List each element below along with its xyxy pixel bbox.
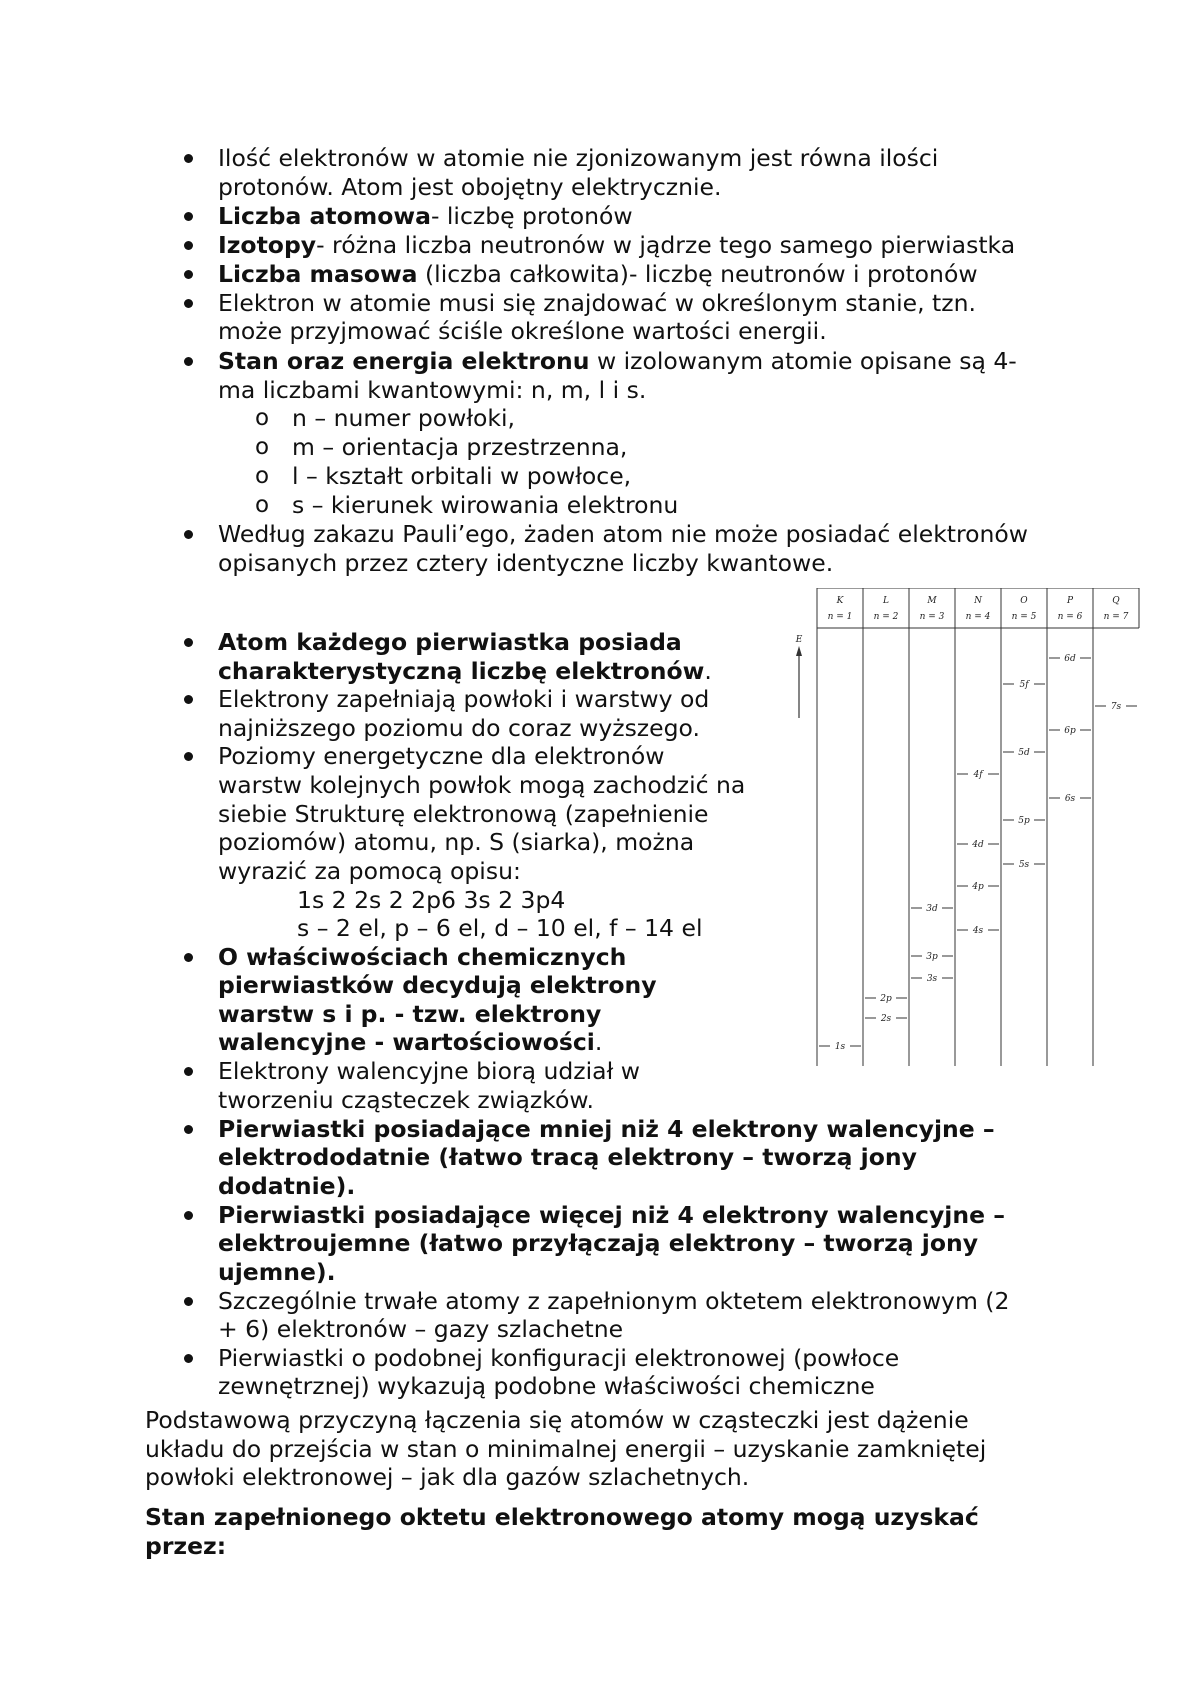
- svg-text:4d: 4d: [972, 840, 984, 850]
- sub-bullet: o: [255, 405, 270, 431]
- energy-level-5s: [1003, 860, 1045, 870]
- bullet: [184, 530, 193, 539]
- bullet: [184, 154, 193, 163]
- list-item-continuation: charakterystyczną liczbę elektronów.: [218, 657, 712, 685]
- svg-text:4s: 4s: [972, 926, 984, 936]
- svg-text:4p: 4p: [972, 882, 984, 892]
- energy-level-4s: [957, 926, 999, 936]
- list-item-continuation: warstw kolejnych powłok mogą zachodzić na: [218, 771, 746, 799]
- list-item-continuation: zewnętrznej) wykazują podobne właściwości chemiczne: [218, 1372, 875, 1400]
- list-item-continuation: dodatnie).: [218, 1172, 356, 1200]
- bullet: [184, 695, 193, 704]
- svg-text:5s: 5s: [1018, 860, 1030, 870]
- shell-letter: L: [883, 596, 889, 606]
- list-item-continuation: wyrazić za pomocą opisu:: [218, 857, 521, 885]
- bullet: [184, 241, 193, 250]
- list-item: Szczególnie trwałe atomy z zapełnionym oktetem elektronowym (2: [218, 1287, 1010, 1315]
- list-item-continuation: ma liczbami kwantowymi: n, m, l i s.: [218, 376, 647, 404]
- svg-text:2s: 2s: [880, 1014, 892, 1024]
- energy-level-3d: [911, 904, 953, 914]
- energy-level-2p: [865, 994, 907, 1004]
- energy-level-6d: [1049, 654, 1091, 664]
- energy-level-6s: [1049, 794, 1091, 804]
- list-item-continuation: protonów. Atom jest obojętny elektrycznie.: [218, 173, 722, 201]
- bullet: [184, 638, 193, 647]
- svg-text:4f: 4f: [973, 770, 983, 780]
- list-item-continuation: elektroujemne (łatwo przyłączają elektrony – tworzą jony: [218, 1229, 979, 1257]
- list-item: Elektrony walencyjne biorą udział w: [218, 1057, 640, 1085]
- svg-text:6p: 6p: [1064, 726, 1076, 736]
- energy-label: E: [795, 635, 803, 645]
- shell-letter: K: [836, 596, 844, 606]
- energy-arrow-head: [796, 646, 802, 656]
- shell-number: n = 4: [965, 612, 991, 622]
- svg-text:3p: 3p: [926, 952, 938, 962]
- list-item: Liczba atomowa- liczbę protonów: [218, 202, 633, 230]
- shell-letter: M: [927, 596, 937, 606]
- sub-bullet: o: [255, 463, 270, 489]
- list-item: Pierwiastki posiadające więcej niż 4 elektrony walencyjne –: [218, 1201, 1005, 1229]
- svg-text:6s: 6s: [1064, 794, 1076, 804]
- shell-letter: N: [974, 596, 982, 606]
- svg-text:6d: 6d: [1064, 654, 1076, 664]
- shell-letter: Q: [1112, 596, 1120, 606]
- bullet: [184, 212, 193, 221]
- bullet: [184, 299, 193, 308]
- svg-text:3s: 3s: [926, 974, 938, 984]
- list-item-continuation: walencyjne - wartościowości.: [218, 1028, 603, 1056]
- energy-level-4d: [957, 840, 999, 850]
- energy-level-4f: [957, 770, 999, 780]
- closing-heading: Stan zapełnionego oktetu elektronowego atomy mogą uzyskać: [145, 1503, 979, 1531]
- bullet: [184, 1125, 193, 1134]
- list-item-continuation: warstw s i p. - tzw. elektrony: [218, 1000, 602, 1028]
- sub-item: l – kształt orbitali w powłoce,: [292, 462, 632, 490]
- energy-level-4p: [957, 882, 999, 892]
- list-item-continuation: siebie Strukturę elektronową (zapełnienie: [218, 800, 709, 828]
- energy-level-2s: [865, 1014, 907, 1024]
- list-item-continuation: pierwiastków decydują elektrony: [218, 971, 657, 999]
- svg-text:5p: 5p: [1018, 816, 1030, 826]
- energy-level-7s: [1095, 702, 1137, 712]
- list-item: Ilość elektronów w atomie nie zjonizowanym jest równa ilości: [218, 144, 939, 172]
- sub-item: m – orientacja przestrzenna,: [292, 433, 628, 461]
- svg-text:7s: 7s: [1110, 702, 1122, 712]
- svg-text:1s: 1s: [834, 1042, 846, 1052]
- list-item-continuation: tworzeniu cząsteczek związków.: [218, 1086, 594, 1114]
- bullet: [184, 1067, 193, 1076]
- shell-number: n = 3: [919, 612, 945, 622]
- energy-level-5p: [1003, 816, 1045, 826]
- list-item: O właściwościach chemicznych: [218, 943, 627, 971]
- sub-item: n – numer powłoki,: [292, 404, 516, 432]
- shell-number: n = 5: [1011, 612, 1037, 622]
- energy-level-3s: [911, 974, 953, 984]
- sub-bullet: o: [255, 492, 270, 518]
- list-item: Atom każdego pierwiastka posiada: [218, 628, 682, 656]
- list-item: Elektron w atomie musi się znajdować w określonym stanie, tzn.: [218, 289, 976, 317]
- list-item: Elektrony zapełniają powłoki i warstwy od: [218, 685, 710, 713]
- list-item: Według zakazu Pauli’ego, żaden atom nie może posiadać elektronów: [218, 520, 1029, 548]
- bullet: [184, 357, 193, 366]
- list-item: Pierwiastki o podobnej konfiguracji elektronowej (powłoce: [218, 1344, 900, 1372]
- paragraph-line: układu do przejścia w stan o minimalnej energii – uzyskanie zamkniętej: [145, 1435, 987, 1463]
- energy-level-5d: [1003, 748, 1045, 758]
- list-item-continuation: poziomów) atomu, np. S (siarka), można: [218, 828, 695, 856]
- list-item-continuation: opisanych przez cztery identyczne liczby kwantowe.: [218, 549, 834, 577]
- sub-bullet: o: [255, 434, 270, 460]
- shell-number: n = 7: [1103, 612, 1129, 622]
- electron-configuration: 1s 2 2s 2 2p6 3s 2 3p4: [297, 886, 566, 914]
- shell-letter: O: [1020, 596, 1028, 606]
- list-item-continuation: ujemne).: [218, 1258, 336, 1286]
- shell-number: n = 6: [1057, 612, 1083, 622]
- list-item: Stan oraz energia elektronu w izolowanym atomie opisane są 4-: [218, 347, 1017, 375]
- list-item: Liczba masowa (liczba całkowita)- liczbę neutronów i protonów: [218, 260, 978, 288]
- list-item: Poziomy energetyczne dla elektronów: [218, 742, 665, 770]
- energy-level-5f: [1003, 680, 1045, 690]
- bullet: [184, 1354, 193, 1363]
- bullet: [184, 1297, 193, 1306]
- shell-number: n = 2: [873, 612, 899, 622]
- subshell-capacity: s – 2 el, p – 6 el, d – 10 el, f – 14 el: [297, 914, 703, 942]
- bullet: [184, 270, 193, 279]
- energy-level-6p: [1049, 726, 1091, 736]
- sub-item: s – kierunek wirowania elektronu: [292, 491, 679, 519]
- bullet: [184, 953, 193, 962]
- paragraph-line: Podstawową przyczyną łączenia się atomów w cząsteczki jest dążenie: [145, 1406, 969, 1434]
- shell-number: n = 1: [827, 612, 853, 622]
- bullet: [184, 752, 193, 761]
- svg-text:3d: 3d: [926, 904, 938, 914]
- bullet: [184, 1211, 193, 1220]
- svg-text:5f: 5f: [1019, 680, 1029, 690]
- energy-level-diagram: [795, 588, 1140, 1068]
- list-item-continuation: elektrododatnie (łatwo tracą elektrony – tworzą jony: [218, 1143, 917, 1171]
- list-item: Izotopy- różna liczba neutronów w jądrze tego samego pierwiastka: [218, 231, 1016, 259]
- svg-text:2p: 2p: [880, 994, 892, 1004]
- energy-level-1s: [819, 1042, 861, 1052]
- paragraph-line: powłoki elektronowej – jak dla gazów szlachetnych.: [145, 1463, 750, 1491]
- list-item-continuation: najniższego poziomu do coraz wyższego.: [218, 714, 700, 742]
- shell-letter: P: [1066, 596, 1074, 606]
- energy-level-3p: [911, 952, 953, 962]
- svg-text:5d: 5d: [1018, 748, 1030, 758]
- list-item: Pierwiastki posiadające mniej niż 4 elektrony walencyjne –: [218, 1115, 995, 1143]
- list-item-continuation: + 6) elektronów – gazy szlachetne: [218, 1315, 624, 1343]
- list-item-continuation: może przyjmować ściśle określone wartości energii.: [218, 317, 827, 345]
- closing-heading: przez:: [145, 1532, 227, 1560]
